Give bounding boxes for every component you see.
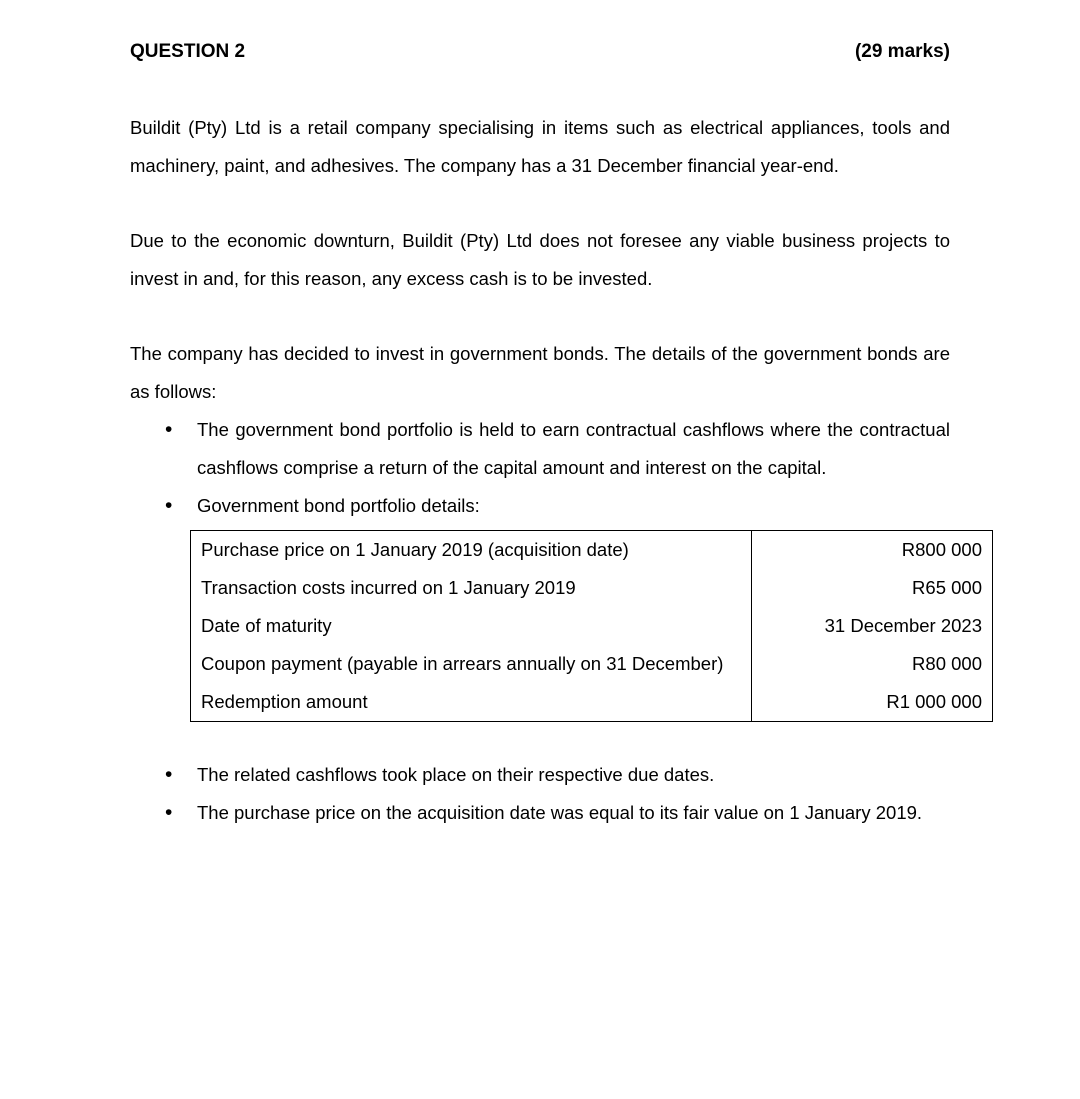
bond-portfolio-table [190, 530, 993, 722]
document-header [130, 33, 950, 71]
paragraph-downturn: Due to the economic downturn, Buildit (Pty) Ltd does not foresee any viable business projects to invest in and, for this reason, any excess cash is to be invested. [130, 230, 950, 289]
paragraph-intro: Buildit (Pty) Ltd is a retail company specialising in items such as electrical appliances, tools and machinery, paint, and adhesives. The company has a 31 December financial year-end. [130, 117, 950, 176]
table-cell-value: R80 000 [912, 653, 982, 674]
list-item: • Government bond portfolio details: [197, 487, 950, 525]
table-cell-label: Transaction costs incurred on 1 January 2019 [191, 569, 752, 607]
table-cell-label: Purchase price on 1 January 2019 (acquisition date) [191, 531, 752, 570]
bullet-list-bottom [130, 756, 950, 832]
list-item: • The government bond portfolio is held to earn contractual cashflows where the contractual cashflows comprise a return of the capital amount and interest on the capital. [197, 411, 950, 487]
table-row [191, 531, 993, 570]
table-cell-value: R65 000 [912, 577, 982, 598]
table-cell-label: Date of maturity [191, 607, 752, 645]
marks-label: (29 marks) [854, 41, 950, 62]
table-cell-value: R1 000 000 [886, 691, 982, 712]
table-row [191, 683, 993, 722]
table-cell-value: R800 000 [901, 539, 982, 560]
table-row [191, 569, 993, 607]
paragraph-decision: The company has decided to invest in government bonds. The details of the government bonds are as follows: [130, 343, 950, 402]
table-cell-label: Redemption amount [191, 683, 752, 722]
table-cell-label: Coupon payment (payable in arrears annually on 31 December) [191, 645, 752, 683]
bullet-list-top [130, 411, 950, 525]
table-cell-value: 31 December 2023 [824, 615, 982, 636]
list-item: • The related cashflows took place on their respective due dates. [197, 756, 950, 794]
list-item: • The purchase price on the acquisition date was equal to its fair value on 1 January 2019. [197, 794, 950, 832]
question-title: QUESTION 2 [130, 41, 246, 62]
table-row [191, 607, 993, 645]
table-row [191, 645, 993, 683]
